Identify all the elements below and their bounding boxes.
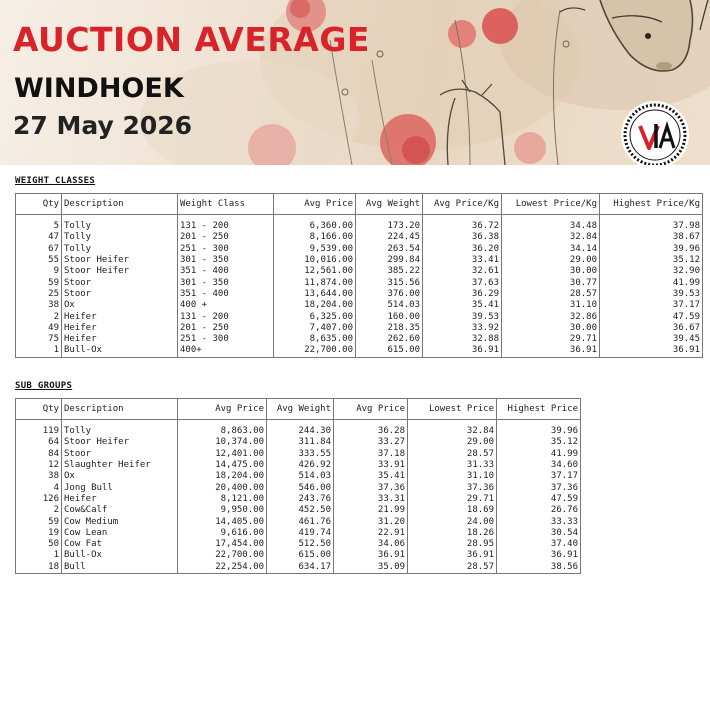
column-header: Description xyxy=(62,399,178,420)
table-cell: 299.84 xyxy=(356,255,423,266)
table-cell: 31.20 xyxy=(334,516,408,527)
table-header-row xyxy=(16,194,703,215)
table-cell: Bull-Ox xyxy=(62,345,178,357)
table-cell: 173.20 xyxy=(356,215,423,233)
table-cell: Stoor xyxy=(62,289,178,300)
table-cell: 28.57 xyxy=(502,289,600,300)
table-cell: 25 xyxy=(16,289,62,300)
table-cell: 26.76 xyxy=(497,505,581,516)
table-cell: 18,204.00 xyxy=(274,300,356,311)
table-cell: 12,401.00 xyxy=(178,449,267,460)
table-cell: 59 xyxy=(16,516,62,527)
table-cell: 33.33 xyxy=(497,516,581,527)
table-cell: 9,950.00 xyxy=(178,505,267,516)
table-cell: 426.92 xyxy=(267,460,334,471)
table-cell: 33.92 xyxy=(423,323,502,334)
table-cell: 18.69 xyxy=(408,505,497,516)
table-cell: Bull-Ox xyxy=(62,550,178,561)
table-cell: 20,400.00 xyxy=(178,482,267,493)
table-row xyxy=(16,437,581,448)
table-cell: 10,016.00 xyxy=(274,255,356,266)
column-header: Avg Price/Kg xyxy=(423,194,502,215)
table-row xyxy=(16,244,703,255)
table-row xyxy=(16,289,703,300)
table-cell: 512.50 xyxy=(267,539,334,550)
table-cell: 24.00 xyxy=(408,516,497,527)
table-cell: 36.38 xyxy=(423,232,502,243)
table-cell: 218.35 xyxy=(356,323,423,334)
table-cell: 452.50 xyxy=(267,505,334,516)
table-cell: 35.12 xyxy=(600,255,703,266)
table-cell: 32.61 xyxy=(423,266,502,277)
table-cell: 201 - 250 xyxy=(178,323,274,334)
table-cell: 22,254.00 xyxy=(178,562,267,574)
table-cell: 201 - 250 xyxy=(178,232,274,243)
column-header: Avg Price xyxy=(178,399,267,420)
table-cell: 31.33 xyxy=(408,460,497,471)
table-cell: 32.88 xyxy=(423,334,502,345)
table-cell: 38 xyxy=(16,300,62,311)
table-cell: 39.96 xyxy=(497,420,581,438)
table-row xyxy=(16,334,703,345)
table-row xyxy=(16,345,703,357)
header-banner xyxy=(0,0,710,165)
table-cell: 11,874.00 xyxy=(274,277,356,288)
table-row xyxy=(16,528,581,539)
table-cell: 419.74 xyxy=(267,528,334,539)
table-cell: 30.77 xyxy=(502,277,600,288)
table-cell: 29.71 xyxy=(408,494,497,505)
column-header: Avg Price xyxy=(334,399,408,420)
table-cell: 31.10 xyxy=(408,471,497,482)
table-cell: 47.59 xyxy=(600,311,703,322)
table-cell: 33.41 xyxy=(423,255,502,266)
table-cell: 33.27 xyxy=(334,437,408,448)
table-row xyxy=(16,460,581,471)
column-header: Qty xyxy=(16,194,62,215)
table-cell: Stoor xyxy=(62,277,178,288)
table-row xyxy=(16,420,581,438)
table-cell: 131 - 200 xyxy=(178,215,274,233)
table-cell: 32.90 xyxy=(600,266,703,277)
sub-groups-heading: SUB GROUPS xyxy=(15,381,73,391)
table-cell: 263.54 xyxy=(356,244,423,255)
table-cell: 8,166.00 xyxy=(274,232,356,243)
table-cell: 35.09 xyxy=(334,562,408,574)
table-cell: 2 xyxy=(16,311,62,322)
sub-groups-table xyxy=(15,398,581,574)
table-row xyxy=(16,232,703,243)
column-header: Lowest Price xyxy=(408,399,497,420)
table-cell: 351 - 400 xyxy=(178,266,274,277)
table-cell: 37.36 xyxy=(497,482,581,493)
table-cell: 9 xyxy=(16,266,62,277)
table-row xyxy=(16,277,703,288)
column-header: Description xyxy=(62,194,178,215)
table-cell: 1 xyxy=(16,550,62,561)
column-header: Avg Weight xyxy=(267,399,334,420)
table-cell: 37.17 xyxy=(497,471,581,482)
table-cell: 34.60 xyxy=(497,460,581,471)
table-cell: 47.59 xyxy=(497,494,581,505)
table-cell: Stoor Heifer xyxy=(62,255,178,266)
table-cell: 6,360.00 xyxy=(274,215,356,233)
table-cell: 34.06 xyxy=(334,539,408,550)
table-row xyxy=(16,255,703,266)
table-cell: 84 xyxy=(16,449,62,460)
table-row xyxy=(16,505,581,516)
table-cell: 4 xyxy=(16,482,62,493)
table-cell: 50 xyxy=(16,539,62,550)
table-cell: 119 xyxy=(16,420,62,438)
table-row xyxy=(16,562,581,574)
table-cell: 21.99 xyxy=(334,505,408,516)
table-cell: Cow&Calf xyxy=(62,505,178,516)
table-cell: 38 xyxy=(16,471,62,482)
column-header: Highest Price/Kg xyxy=(600,194,703,215)
weight-classes-table xyxy=(15,193,703,358)
table-cell: 376.00 xyxy=(356,289,423,300)
table-cell: Cow Lean xyxy=(62,528,178,539)
table-cell: 7,407.00 xyxy=(274,323,356,334)
table-cell: 514.03 xyxy=(267,471,334,482)
table-cell: 10,374.00 xyxy=(178,437,267,448)
table-cell: 36.72 xyxy=(423,215,502,233)
table-cell: 251 - 300 xyxy=(178,334,274,345)
auction-location: WINDHOEK xyxy=(14,73,184,104)
table-cell: 14,405.00 xyxy=(178,516,267,527)
table-cell: Heifer xyxy=(62,494,178,505)
table-cell: 36.91 xyxy=(600,345,703,357)
table-cell: 32.84 xyxy=(502,232,600,243)
table-cell: 39.96 xyxy=(600,244,703,255)
table-cell: 243.76 xyxy=(267,494,334,505)
table-cell: 38.67 xyxy=(600,232,703,243)
table-row xyxy=(16,300,703,311)
table-cell: 22.91 xyxy=(334,528,408,539)
table-cell: 30.54 xyxy=(497,528,581,539)
table-cell: 36.91 xyxy=(334,550,408,561)
table-cell: 315.56 xyxy=(356,277,423,288)
table-cell: 126 xyxy=(16,494,62,505)
table-cell: 13,644.00 xyxy=(274,289,356,300)
table-cell: 75 xyxy=(16,334,62,345)
table-cell: 28.57 xyxy=(408,562,497,574)
table-cell: 22,700.00 xyxy=(274,345,356,357)
table-cell: 131 - 200 xyxy=(178,311,274,322)
table-cell: 34.48 xyxy=(502,215,600,233)
table-cell: 47 xyxy=(16,232,62,243)
table-cell: 37.18 xyxy=(334,449,408,460)
table-cell: Bull xyxy=(62,562,178,574)
table-cell: Heifer xyxy=(62,334,178,345)
table-cell: 244.30 xyxy=(267,420,334,438)
table-row xyxy=(16,539,581,550)
table-cell: 2 xyxy=(16,505,62,516)
table-cell: Cow Fat xyxy=(62,539,178,550)
table-row xyxy=(16,516,581,527)
table-cell: Jong Bull xyxy=(62,482,178,493)
table-cell: 6,325.00 xyxy=(274,311,356,322)
table-cell: 546.00 xyxy=(267,482,334,493)
weight-classes-heading: WEIGHT CLASSES xyxy=(15,176,96,186)
column-header: Lowest Price/Kg xyxy=(502,194,600,215)
table-cell: 28.57 xyxy=(408,449,497,460)
table-cell: 41.99 xyxy=(600,277,703,288)
table-cell: 8,121.00 xyxy=(178,494,267,505)
table-cell: Ox xyxy=(62,471,178,482)
table-cell: 8,863.00 xyxy=(178,420,267,438)
table-cell: 22,700.00 xyxy=(178,550,267,561)
table-cell: 1 xyxy=(16,345,62,357)
table-cell: 41.99 xyxy=(497,449,581,460)
table-cell: 36.91 xyxy=(408,550,497,561)
table-cell: 37.36 xyxy=(408,482,497,493)
table-row xyxy=(16,494,581,505)
table-cell: 37.40 xyxy=(497,539,581,550)
table-cell: 36.91 xyxy=(423,345,502,357)
table-cell: Ox xyxy=(62,300,178,311)
column-header: Avg Price xyxy=(274,194,356,215)
table-cell: Tolly xyxy=(62,420,178,438)
table-cell: 14,475.00 xyxy=(178,460,267,471)
table-cell: 160.00 xyxy=(356,311,423,322)
table-cell: 39.45 xyxy=(600,334,703,345)
table-cell: 400+ xyxy=(178,345,274,357)
table-cell: 59 xyxy=(16,277,62,288)
table-header-row xyxy=(16,399,581,420)
table-cell: Tolly xyxy=(62,232,178,243)
table-cell: 37.98 xyxy=(600,215,703,233)
table-cell: Heifer xyxy=(62,323,178,334)
table-cell: 400 + xyxy=(178,300,274,311)
table-cell: 514.03 xyxy=(356,300,423,311)
table-cell: 12 xyxy=(16,460,62,471)
table-cell: 351 - 400 xyxy=(178,289,274,300)
table-cell: 35.41 xyxy=(423,300,502,311)
table-cell: 39.53 xyxy=(600,289,703,300)
table-cell: Slaughter Heifer xyxy=(62,460,178,471)
table-cell: 31.10 xyxy=(502,300,600,311)
table-cell: 35.12 xyxy=(497,437,581,448)
table-cell: 36.67 xyxy=(600,323,703,334)
table-cell: 311.84 xyxy=(267,437,334,448)
auction-date: 27 May 2026 xyxy=(13,111,193,140)
table-cell: 461.76 xyxy=(267,516,334,527)
table-cell: 18 xyxy=(16,562,62,574)
table-cell: 37.63 xyxy=(423,277,502,288)
table-cell: 301 - 350 xyxy=(178,277,274,288)
table-cell: Heifer xyxy=(62,311,178,322)
table-cell: 5 xyxy=(16,215,62,233)
table-cell: 37.17 xyxy=(600,300,703,311)
table-cell: 35.41 xyxy=(334,471,408,482)
table-cell: 29.00 xyxy=(408,437,497,448)
table-cell: Tolly xyxy=(62,215,178,233)
column-header: Weight Class xyxy=(178,194,274,215)
table-cell: 36.28 xyxy=(334,420,408,438)
table-cell: 262.60 xyxy=(356,334,423,345)
table-row xyxy=(16,215,703,233)
table-cell: 18.26 xyxy=(408,528,497,539)
vla-logo-icon xyxy=(620,100,690,165)
table-cell: 333.55 xyxy=(267,449,334,460)
table-cell: 385.22 xyxy=(356,266,423,277)
table-cell: 30.00 xyxy=(502,323,600,334)
column-header: Highest Price xyxy=(497,399,581,420)
page-title: AUCTION AVERAGE xyxy=(13,20,370,59)
column-header: Avg Weight xyxy=(356,194,423,215)
table-cell: 9,539.00 xyxy=(274,244,356,255)
table-cell: 32.86 xyxy=(502,311,600,322)
table-cell: 12,561.00 xyxy=(274,266,356,277)
table-cell: 9,616.00 xyxy=(178,528,267,539)
column-header: Qty xyxy=(16,399,62,420)
table-cell: 34.14 xyxy=(502,244,600,255)
table-cell: 19 xyxy=(16,528,62,539)
table-cell: 29.71 xyxy=(502,334,600,345)
table-cell: 18,204.00 xyxy=(178,471,267,482)
table-row xyxy=(16,550,581,561)
table-cell: 39.53 xyxy=(423,311,502,322)
table-cell: Tolly xyxy=(62,244,178,255)
table-cell: 36.20 xyxy=(423,244,502,255)
table-cell: 33.31 xyxy=(334,494,408,505)
table-cell: 615.00 xyxy=(356,345,423,357)
table-row xyxy=(16,266,703,277)
table-cell: 8,635.00 xyxy=(274,334,356,345)
table-cell: 28.95 xyxy=(408,539,497,550)
table-cell: 17,454.00 xyxy=(178,539,267,550)
table-cell: 634.17 xyxy=(267,562,334,574)
table-cell: 30.00 xyxy=(502,266,600,277)
table-cell: 64 xyxy=(16,437,62,448)
table-cell: Stoor Heifer xyxy=(62,437,178,448)
table-cell: Cow Medium xyxy=(62,516,178,527)
table-cell: 38.56 xyxy=(497,562,581,574)
table-cell: Stoor Heifer xyxy=(62,266,178,277)
table-cell: 49 xyxy=(16,323,62,334)
table-cell: 29.00 xyxy=(502,255,600,266)
table-cell: 615.00 xyxy=(267,550,334,561)
table-row xyxy=(16,323,703,334)
table-cell: 224.45 xyxy=(356,232,423,243)
table-cell: 55 xyxy=(16,255,62,266)
table-cell: 37.36 xyxy=(334,482,408,493)
table-cell: 251 - 300 xyxy=(178,244,274,255)
table-cell: Stoor xyxy=(62,449,178,460)
table-cell: 36.29 xyxy=(423,289,502,300)
table-row xyxy=(16,449,581,460)
table-cell: 32.84 xyxy=(408,420,497,438)
table-row xyxy=(16,311,703,322)
table-cell: 67 xyxy=(16,244,62,255)
table-cell: 36.91 xyxy=(497,550,581,561)
table-row xyxy=(16,471,581,482)
table-cell: 36.91 xyxy=(502,345,600,357)
table-row xyxy=(16,482,581,493)
table-cell: 301 - 350 xyxy=(178,255,274,266)
table-cell: 33.91 xyxy=(334,460,408,471)
